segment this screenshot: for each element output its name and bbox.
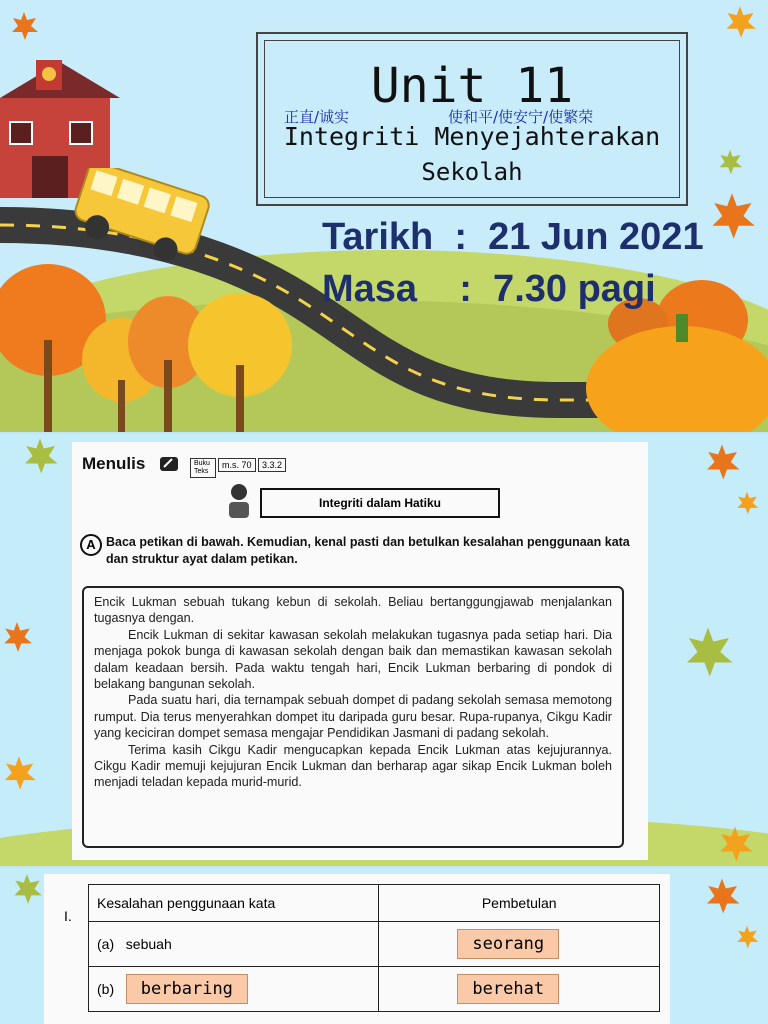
child-reading-icon xyxy=(222,482,256,522)
correction-answer: seorang xyxy=(457,929,559,959)
table-row xyxy=(89,922,660,967)
maple-leaf-icon xyxy=(8,10,40,42)
passage-paragraph: Encik Lukman sebuah tukang kebun di sekolah. Beliau bertanggungjawab menjalankan tugasnya dengan. xyxy=(94,595,612,626)
date-line: Tarikh : 21 Jun 2021 xyxy=(322,216,704,258)
maple-leaf-icon xyxy=(0,754,38,792)
standard-code-tag: 3.3.2 xyxy=(258,458,286,472)
section-heading: Menulis xyxy=(82,454,146,473)
maple-leaf-icon xyxy=(20,436,60,476)
question-number: I. xyxy=(64,908,72,924)
maple-leaf-icon xyxy=(734,490,760,516)
error-word-highlight: berbaring xyxy=(126,974,248,1004)
error-cell xyxy=(89,922,379,967)
title-frame xyxy=(256,32,688,206)
subtitle-line2: Sekolah xyxy=(421,158,523,186)
worksheet-page xyxy=(72,442,648,860)
title-slide xyxy=(0,0,768,432)
table-row xyxy=(89,967,660,1012)
time-line: Masa : 7.30 pagi xyxy=(322,268,656,310)
table-header-row xyxy=(89,885,660,922)
maple-leaf-icon xyxy=(702,442,742,482)
subtitle-line1: Integriti Menyejahterakan xyxy=(283,122,661,151)
instruction-letter: A xyxy=(80,534,102,556)
maple-leaf-icon xyxy=(722,4,758,40)
correction-cell xyxy=(379,967,660,1012)
maple-leaf-icon xyxy=(680,624,736,680)
passage-paragraph: Pada suatu hari, dia ternampak sebuah dompet di padang sekolah semasa memotong rumput. Dia terus menyerahkan dompet itu daripada guru besar. Rupa-rupanya, Cikgu Kadir yang keciciran dompet semasa mengajar Pendidikan Jasmani di padang sekolah. xyxy=(94,693,612,741)
row-label: (b) xyxy=(97,981,115,997)
column-header-correction: Pembetulan xyxy=(379,885,660,922)
maple-leaf-icon xyxy=(716,148,744,176)
correction-table xyxy=(88,884,660,1012)
page-tag: m.s. 70 xyxy=(218,458,256,472)
error-cell xyxy=(89,967,379,1012)
passage-paragraph: Encik Lukman di sekitar kawasan sekolah melakukan tugasnya pada setiap hari. Dia menjaga pokok bunga di kawasan sekolah dengan baik dan memastikan kawasan sekolah dalam keadaan bersih. Pada waktu tengah hari, Encik Lukman berbaring di pondok di belakang bangunan sekolah. xyxy=(94,627,612,692)
maple-leaf-icon xyxy=(710,824,760,864)
chinese-annotation-right: 使和平/使安宁/使繁荣 xyxy=(448,108,594,126)
unit-title: Unit 11 xyxy=(370,58,574,114)
correction-cell xyxy=(379,922,660,967)
autumn-trees-illustration xyxy=(0,250,310,432)
correction-answer: berehat xyxy=(457,974,559,1004)
chinese-annotation-left: 正直/诚实 xyxy=(284,108,350,126)
instruction-text: Baca petikan di bawah. Kemudian, kenal pasti dan betulkan kesalahan penggunaan kata dan struktur ayat dalam petikan. xyxy=(106,535,630,566)
section-title: Integriti dalam Hatiku xyxy=(260,488,500,518)
passage-slide xyxy=(0,434,768,866)
maple-leaf-icon xyxy=(706,190,758,242)
error-word: sebuah xyxy=(125,936,172,952)
row-label: (a) xyxy=(97,936,115,952)
answer-slide xyxy=(0,868,768,1024)
column-header-error: Kesalahan penggunaan kata xyxy=(89,885,379,922)
maple-leaf-icon xyxy=(0,620,34,654)
maple-leaf-icon xyxy=(10,872,44,906)
answer-table-page xyxy=(44,874,670,1024)
pencil-icon xyxy=(158,454,180,474)
reading-passage xyxy=(82,586,624,848)
maple-leaf-icon xyxy=(702,876,742,916)
passage-paragraph: Terima kasih Cikgu Kadir mengucapkan kepada Encik Lukman atas kejujurannya. Cikgu Kadir memuji kejujuran Encik Lukman dan berharap agar sikap Encik Lukman boleh menjadi teladan kepada murid-murid. xyxy=(94,742,612,790)
textbook-tag: Buku Teks xyxy=(190,458,216,478)
maple-leaf-icon xyxy=(734,924,760,950)
